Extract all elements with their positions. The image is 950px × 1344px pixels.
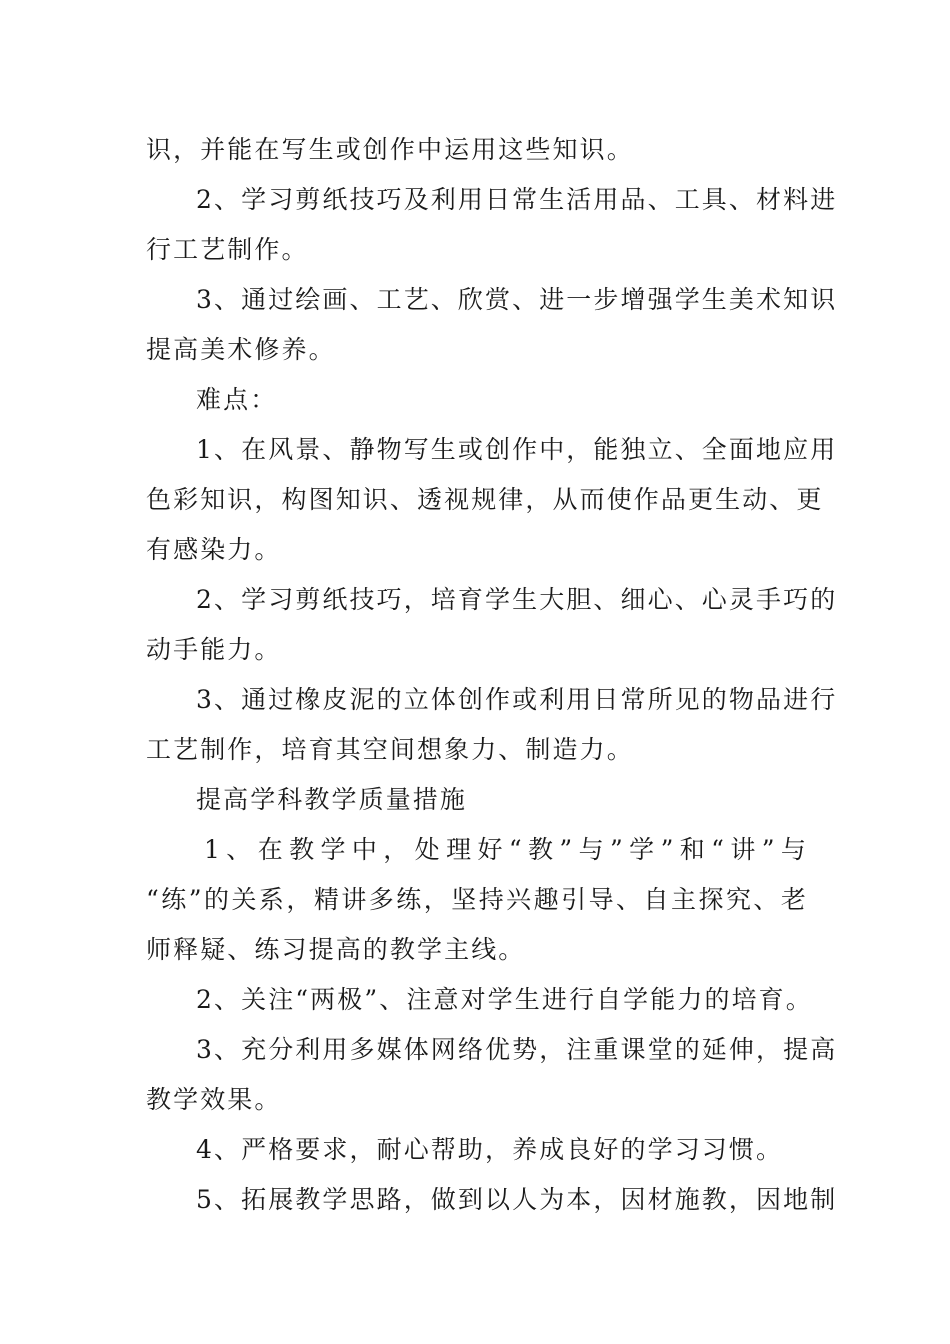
text-line: 工艺制作，培育其空间想象力、制造力。 bbox=[146, 735, 634, 764]
text-line: 提高美术修养。 bbox=[146, 335, 336, 364]
text-line: 3、通过绘画、工艺、欣赏、进一步增强学生美术知识 bbox=[196, 285, 838, 314]
text-line: 2、学习剪纸技巧及利用日常生活用品、工具、材料进 bbox=[196, 185, 838, 214]
text-line: 教学效果。 bbox=[146, 1085, 282, 1114]
text-line: “练”的关系，精讲多练，坚持兴趣引导、自主探究、老 bbox=[146, 885, 808, 914]
text-line: 行工艺制作。 bbox=[146, 235, 309, 264]
text-line: 有感染力。 bbox=[146, 535, 282, 564]
text-line: 4、严格要求，耐心帮助，养成良好的学习习惯。 bbox=[196, 1135, 784, 1164]
text-line: 5、拓展教学思路，做到以人为本，因材施教，因地制 bbox=[196, 1185, 838, 1214]
text-line: 师释疑、练习提高的教学主线。 bbox=[146, 935, 526, 964]
section-heading: 提高学科教学质量措施 bbox=[196, 785, 468, 814]
text-line: 色彩知识，构图知识、透视规律，从而使作品更生动、更 bbox=[146, 485, 824, 514]
text-line: 1、在风景、静物写生或创作中，能独立、全面地应用 bbox=[196, 435, 838, 464]
text-line: 2、关注“两极”、注意对学生进行自学能力的培育。 bbox=[196, 985, 813, 1014]
text-line: 2、学习剪纸技巧，培育学生大胆、细心、心灵手巧的 bbox=[196, 585, 838, 614]
text-line: 3、通过橡皮泥的立体创作或利用日常所见的物品进行 bbox=[196, 685, 838, 714]
section-heading: 难点： bbox=[196, 385, 278, 414]
text-line: 识，并能在写生或创作中运用这些知识。 bbox=[146, 135, 634, 164]
text-line: 1、在教学中，处理好“教”与”学”和“讲”与 bbox=[204, 835, 808, 864]
text-line: 动手能力。 bbox=[146, 635, 282, 664]
text-line: 3、充分利用多媒体网络优势，注重课堂的延伸，提高 bbox=[196, 1035, 838, 1064]
